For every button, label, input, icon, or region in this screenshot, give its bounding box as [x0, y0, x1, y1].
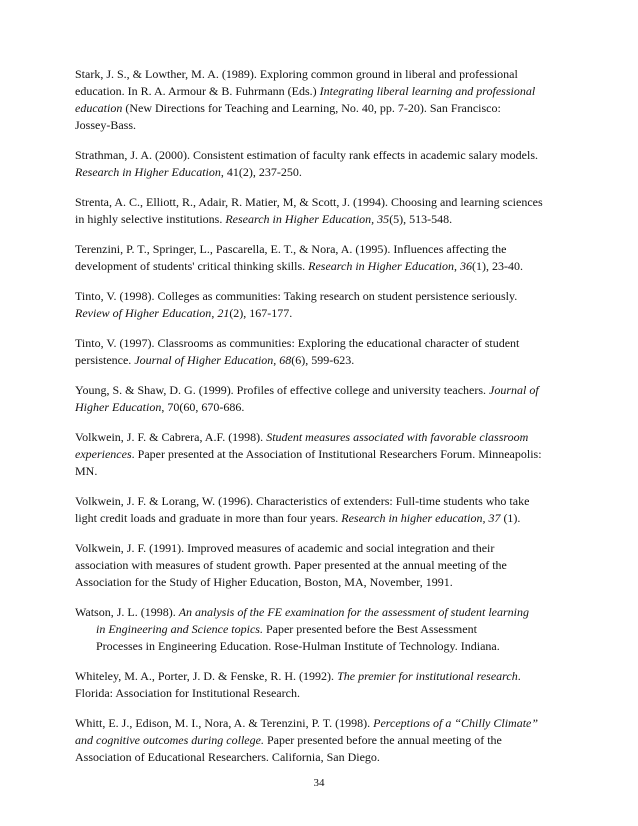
reference-line — [75, 352, 571, 369]
reference-line — [75, 147, 571, 164]
text-run: (1), 23-40. — [472, 259, 523, 273]
text-run: Terenzini, P. T., Springer, L., Pascarella, E. T., & Nora, A. (1995). Influences affecting the — [75, 242, 507, 256]
reference-line — [75, 305, 571, 322]
text-run: Paper presented before the Best Assessment — [262, 622, 477, 636]
text-run: (5), 513-548. — [389, 212, 453, 226]
italic-text: Journal of Higher Education — [134, 353, 274, 367]
italic-text: education — [75, 101, 123, 115]
text-run: (6), 599-623. — [291, 353, 355, 367]
italic-text: Integrating liberal learning and professional — [319, 84, 536, 98]
reference-line — [75, 117, 571, 134]
italic-text: and cognitive outcomes during college. — [75, 733, 264, 747]
text-run: Processes in Engineering Education. Rose-Hulman Institute of Technology. Indiana. — [96, 639, 500, 653]
text-run: Watson, J. L. (1998). — [75, 605, 179, 619]
reference-line — [75, 540, 571, 557]
text-run: persistence. — [75, 353, 135, 367]
reference-list — [75, 66, 571, 779]
reference-line — [75, 446, 571, 463]
text-run: (2), 167-177. — [229, 306, 293, 320]
reference-line — [75, 66, 571, 83]
reference-line — [75, 668, 571, 685]
text-run: development of students' critical thinking skills. — [75, 259, 309, 273]
reference-entry — [75, 604, 571, 655]
text-run: . Paper presented at the Association of Institutional Researchers Forum. Minneapolis: — [131, 447, 542, 461]
italic-text: 68 — [279, 353, 292, 367]
reference-line — [75, 211, 571, 228]
reference-line — [75, 83, 571, 100]
reference-line — [75, 732, 571, 749]
reference-entry — [75, 241, 571, 275]
text-run: Paper presented before the annual meeting of the — [263, 733, 502, 747]
italic-text: experiences — [75, 447, 132, 461]
text-run: Strathman, J. A. (2000). Consistent estimation of faculty rank effects in academic salary models. — [75, 148, 538, 162]
reference-entry — [75, 66, 571, 134]
reference-line — [75, 100, 571, 117]
reference-line — [75, 557, 571, 574]
italic-text: 21 — [217, 306, 230, 320]
text-run: Volkwein, J. F. & Cabrera, A.F. (1998). — [75, 430, 267, 444]
text-run: Florida: Association for Institutional Research. — [75, 686, 300, 700]
reference-line — [75, 621, 571, 638]
italic-text: Student measures associated with favorable classroom — [266, 430, 529, 444]
reference-line — [75, 164, 571, 181]
text-run: in highly selective institutions. — [75, 212, 226, 226]
reference-line — [75, 510, 571, 527]
italic-text: Research in higher education, 37 — [341, 511, 501, 525]
reference-line — [75, 749, 571, 766]
reference-entry — [75, 493, 571, 527]
text-run: , — [211, 306, 218, 320]
text-run: , — [454, 259, 460, 273]
reference-line — [75, 399, 571, 416]
reference-line — [75, 258, 571, 275]
text-run: , 41(2), 237-250. — [220, 165, 302, 179]
text-run: association with measures of student growth. Paper presented at the annual meeting of the — [75, 558, 507, 572]
italic-text: in Engineering and Science topics. — [96, 622, 263, 636]
text-run: education. In R. A. Armour & B. Fuhrmann (Eds.) — [75, 84, 320, 98]
text-run: , 70(60, 670-686. — [161, 400, 245, 414]
text-run: (1). — [500, 511, 521, 525]
reference-line — [75, 382, 571, 399]
text-run: Whitt, E. J., Edison, M. I., Nora, A. & Terenzini, P. T. (1998). — [75, 716, 374, 730]
reference-line — [75, 715, 571, 732]
reference-entry — [75, 382, 571, 416]
italic-text: Review of Higher Education — [75, 306, 212, 320]
italic-text: Research in Higher Education — [75, 165, 221, 179]
text-run: Jossey-Bass. — [75, 118, 137, 132]
italic-text: Journal of — [489, 383, 539, 397]
reference-line — [75, 429, 571, 446]
reference-entry — [75, 668, 571, 702]
reference-line — [75, 638, 571, 655]
text-run: Young, S. & Shaw, D. G. (1999). Profiles of effective college and university teachers. — [75, 383, 490, 397]
text-run: , — [273, 353, 280, 367]
text-run: Tinto, V. (1997). Classrooms as communities: Exploring the educational character of student — [75, 336, 520, 350]
reference-entry — [75, 288, 571, 322]
reference-line — [75, 194, 571, 211]
text-run: Stark, J. S., & Lowther, M. A. (1989). Exploring common ground in liberal and professional — [75, 67, 518, 81]
text-run: Strenta, A. C., Elliott, R., Adair, R. Matier, M, & Scott, J. (1994). Choosing and learning sciences — [75, 195, 543, 209]
reference-line — [75, 463, 571, 480]
reference-line — [75, 604, 571, 621]
text-run: Volkwein, J. F. (1991). Improved measures of academic and social integration and their — [75, 541, 495, 555]
italic-text: The premier for institutional research — [337, 669, 518, 683]
italic-text: Research in Higher Education — [308, 259, 454, 273]
italic-text: Research in Higher Education, 35 — [225, 212, 390, 226]
text-run: Volkwein, J. F. & Lorang, W. (1996). Characteristics of extenders: Full-time students who take — [75, 494, 530, 508]
text-run: Association of Educational Researchers. California, San Diego. — [75, 750, 380, 764]
reference-entry — [75, 194, 571, 228]
reference-line — [75, 574, 571, 591]
reference-entry — [75, 715, 571, 766]
text-run: Tinto, V. (1998). Colleges as communities: Taking research on student persistence seriously. — [75, 289, 518, 303]
reference-line — [75, 288, 571, 305]
reference-line — [75, 493, 571, 510]
text-run: Association for the Study of Higher Education, Boston, MA, November, 1991. — [75, 575, 453, 589]
reference-line — [75, 241, 571, 258]
text-run: Whiteley, M. A., Porter, J. D. & Fenske, R. H. (1992). — [75, 669, 338, 683]
italic-text: 36 — [460, 259, 472, 273]
text-run: (New Directions for Teaching and Learning, No. 40, pp. 7-20). San Francisco: — [122, 101, 501, 115]
italic-text: Perceptions of a “Chilly Climate” — [373, 716, 539, 730]
text-run: light credit loads and graduate in more than four years. — [75, 511, 342, 525]
reference-entry — [75, 429, 571, 480]
italic-text: An analysis of the FE examination for the assessment of student learning — [178, 605, 529, 619]
reference-line — [75, 685, 571, 702]
page-number: 34 — [313, 777, 325, 789]
reference-entry — [75, 147, 571, 181]
text-run: . — [517, 669, 521, 683]
reference-entry — [75, 335, 571, 369]
text-run: MN. — [75, 464, 98, 478]
reference-line — [75, 335, 571, 352]
italic-text: Higher Education — [75, 400, 162, 414]
reference-entry — [75, 540, 571, 591]
